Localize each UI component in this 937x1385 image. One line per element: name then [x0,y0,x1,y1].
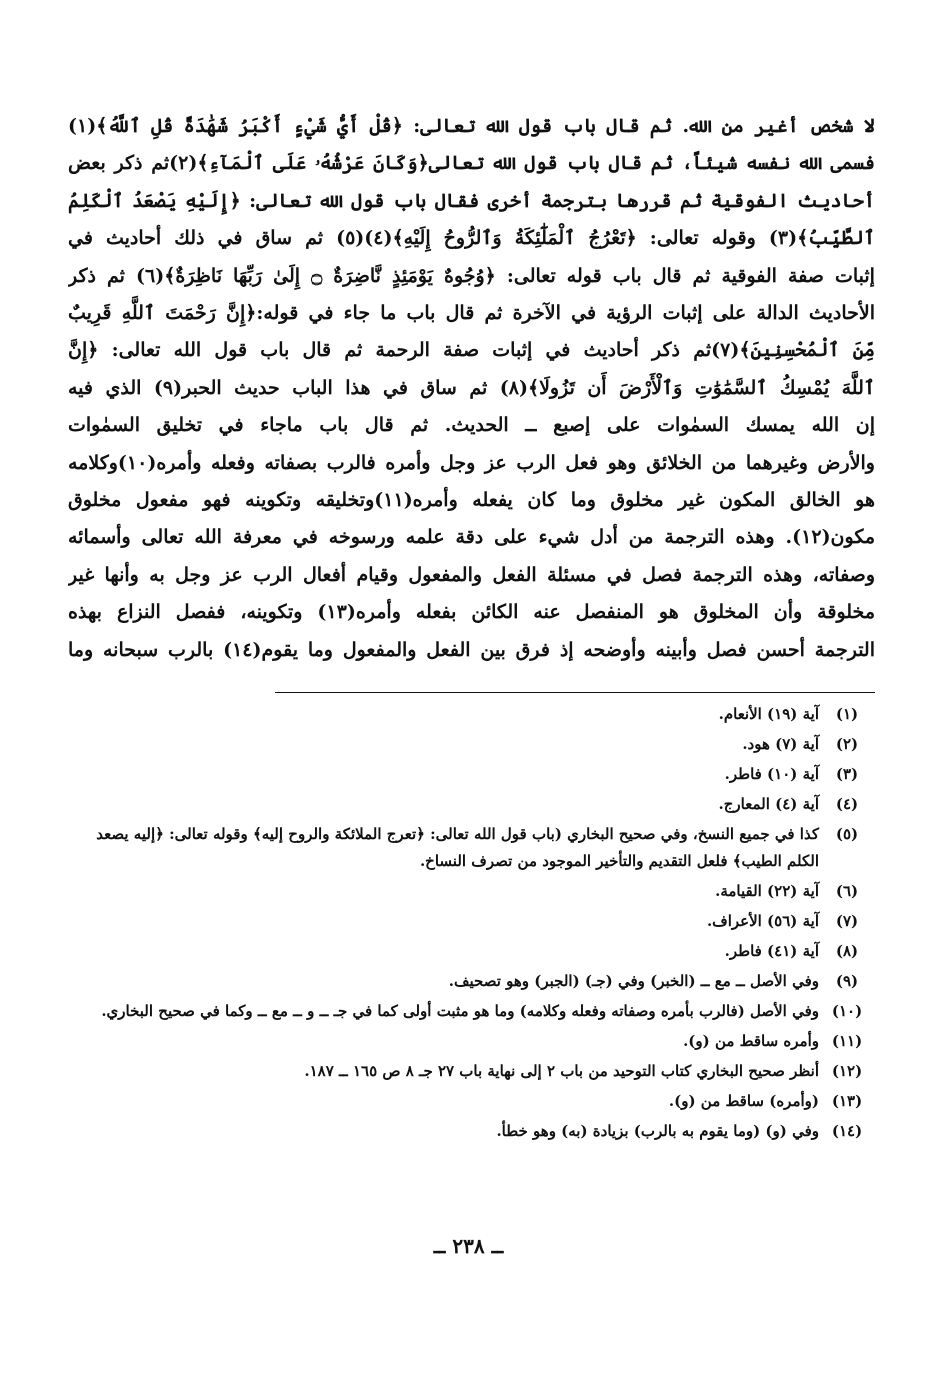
body-line: أحاديث الفوقية ثم قررها بترجمة أخرى فقال باب قول الله تعالى: ﴿إِلَيْهِ يَصْعَدُ ٱلْكَلِمُ [68,189,875,212]
body-line: لا شخص أغير من الله. ثم قال باب قول الله تعالى: ﴿قُلْ أَيُّ شَيْءٍ أَكْبَرُ شَهَٰدَةً قُلِ ٱللَّهُ﴾(١) [68,115,875,137]
footnote-divider [275,692,875,693]
body-line: مكون(١٢). وهذه الترجمة من أدل شيء على دقة علمه ورسوخه في معرفة الله تعالى وأسمائه [68,526,875,549]
footnote [68,701,875,728]
body-line: فسمى الله نفسه شيئاً، ثم قال باب قول الله تعالى﴿وَكَانَ عَرْشُهُۥ عَلَى ٱلْمَآءِ﴾(٢)ثم ذكر بعض [68,152,875,175]
footnote-number: (١١) [831,1032,863,1050]
footnote-number: (٤) [835,795,859,813]
footnote [68,731,875,758]
footnote-text: آية (٢٢) القيامة. [715,882,819,900]
footnote-number: (٥) [835,825,859,843]
footnote [68,878,875,905]
body-line: الأحاديث الدالة على إثبات الرؤية في الآخرة ثم قال باب ما جاء في قوله:﴿إِنَّ رَحْمَتَ ٱللَّهِ قَرِيبٌ [68,302,875,325]
page-number: ــ ٢٣٨ ــ [433,1234,504,1258]
footnote-text: آية (٥٦) الأعراف. [706,912,819,930]
body-line: والأرض وغيرهما من الخلائق وهو فعل الرب عز وجل وأمره فالرب بصفاته وفعله وأمره(١٠)وكلامه [68,451,875,474]
body-line: إثبات صفة الفوقية ثم قال باب قوله تعالى: ﴿وُجُوهٌ يَوْمَئِذٍ نَّاضِرَةٌ ۝ إِلَىٰ رَبِّهَا نَاظِرَةٌ﴾(٦) ثم ذكر [68,264,875,287]
footnote-number: (٦) [835,882,859,900]
footnote-number: (١٣) [831,1092,863,1110]
footnote-number: (٧) [835,912,859,930]
footnote-text: آية (٤) المعارج. [718,795,819,813]
footnote-text: آية (١٩) الأنعام. [718,705,819,723]
footnote-number: (٢) [835,735,859,753]
footnote-text: وأمره ساقط من (و). [683,1032,819,1050]
footnote [68,761,875,788]
footnote [68,968,875,995]
footnote [68,791,875,818]
footnote-number: (١) [835,705,859,723]
footnote-number: (١٠) [831,1002,863,1020]
footnote-number: (١٤) [831,1122,863,1140]
footnote-text: وفي الأصل (فالرب بأمره وصفاته وفعله وكلامه) وما هو مثبت أولى كما في جـ ــ و ــ مع ــ وكما في صحيح البخاري. [101,1002,819,1020]
footnote [68,998,875,1025]
body-line: مخلوقة وأن المخلوق هو المنفصل عنه الكائن بفعله وأمره(١٣) وتكوينه، ففصل النزاع بهذه [68,601,875,624]
footnote [68,1088,875,1115]
footnote [68,1058,875,1085]
footnote-number: (٣) [835,765,859,783]
body-line: وصفاته، وهذه الترجمة فصل في مسئلة الفعل والمفعول وقيام أفعال الرب عز وجل به وأنها غير [68,563,875,586]
footnote-text: وفي الأصل ــ مع ــ (الخبر) وفي (جـ) (الجبر) وهو تصحيف. [448,972,819,990]
body-line: هو الخالق المكون غير مخلوق وما كان يفعله وأمره(١١)وتخليقه وتكوينه فهو مفعول مخلوق [68,489,875,512]
body-line: الترجمة أحسن فصل وأبينه وأوضحه إذ فرق بين الفعل والمفعول وما يقوم(١٤) بالرب سبحانه وما [68,638,875,661]
footnote-text: (وأمره) ساقط من (و). [668,1092,819,1110]
main-text [68,108,875,678]
body-line: مِّنَ ٱلْمُحْسِنِينَ﴾(٧)ثم ذكر أحاديث في إثبات صفة الرحمة ثم قال باب قول الله تعالى: ﴿إِنَّ [68,339,875,362]
footnote [68,908,875,935]
footnotes [68,701,875,1145]
footnote-text: كذا في جميع النسخ، وفي صحيح البخاري (باب قول الله تعالى: ﴿تعرج الملائكة والروح إليه﴾ وقوله تعالى: ﴿إليه يصعد الكلم الطيب﴾ فلعل التقديم والتأخير الموجود من تصرف النساخ. [96,825,819,870]
footnote-text: أنظر صحيح البخاري كتاب التوحيد من باب ٢ إلى نهاية باب ٢٧ جـ ٨ ص ١٦٥ ــ ١٨٧. [304,1062,819,1080]
footnote [68,821,875,875]
body-line: ٱللَّهَ يُمْسِكُ ٱلسَّمَٰوَٰتِ وَٱلْأَرْضَ أَن تَزُولَا﴾(٨) ثم ساق في هذا الباب حديث الحبر(٩) الذي فيه [68,376,875,399]
body-line: إن الله يمسك السمٰوات على إصبع ــ الحديث. ثم قال باب ماجاء في تخليق السمٰوات [68,414,875,437]
footnote-text: آية (١٠) فاطر. [724,765,819,783]
footnote [68,938,875,965]
footnote-number: (١٢) [831,1062,863,1080]
footnote-text: آية (٧) هود. [742,735,819,753]
footnote [68,1028,875,1055]
footnote-text: وفي (و) (وما يقوم به بالرب) بزيادة (به) وهو خطأ. [496,1122,819,1140]
body-line: ٱلطَّيِّبُ﴾(٣) وقوله تعالى: ﴿تَعْرُجُ ٱلْمَلَٰٓئِكَةُ وَٱلرُّوحُ إِلَيْهِ﴾(٤)(٥) ثم ساق في ذلك أحاديث في [68,227,875,250]
footnote [68,1118,875,1145]
footnote-number: (٨) [835,942,859,960]
footnote-number: (٩) [835,972,859,990]
footnote-text: آية (٤١) فاطر. [724,942,819,960]
